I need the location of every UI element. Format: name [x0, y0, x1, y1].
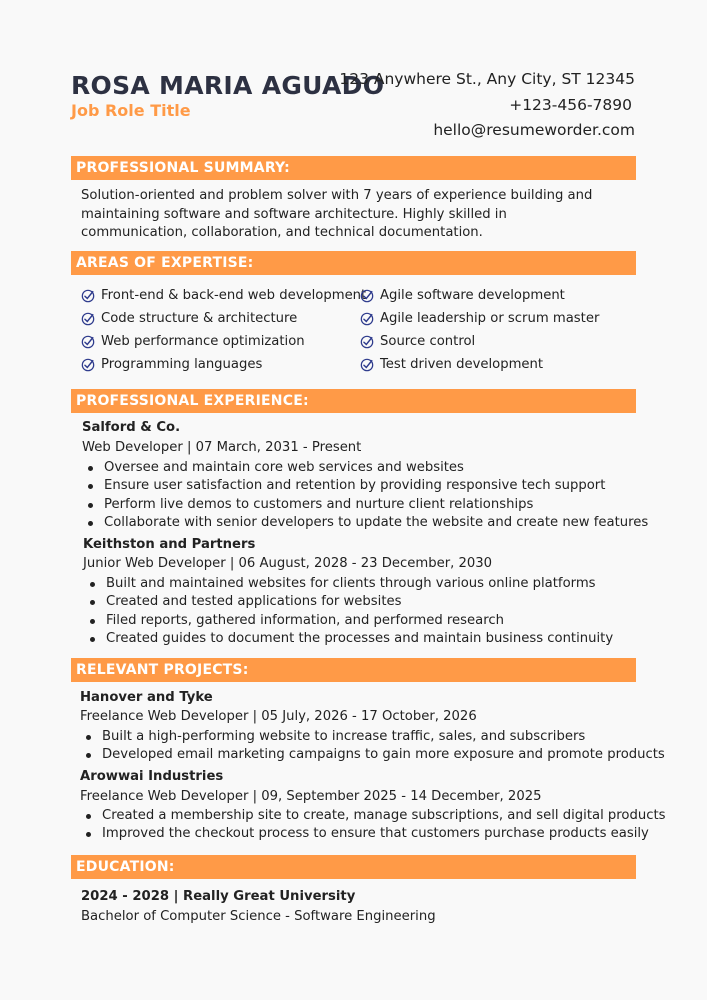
list-item: Created guides to document the processes and maintain business continuity [84, 630, 613, 648]
expertise-item [360, 307, 599, 330]
expertise-label: Code structure & architecture [101, 311, 298, 326]
expertise-label: Programming languages [101, 357, 263, 372]
job-title-dates: Junior Web Developer | 06 August, 2028 - 23 December, 2030 [83, 556, 493, 571]
summary-text: Solution-oriented and problem solver with 7 years of experience building and maintaining software and software architecture. Highly skilled in communication, collaboration, and technical documentation. [81, 188, 593, 240]
candidate-name: ROSA MARIA AGUADO [71, 71, 385, 100]
expertise-label: Test driven development [380, 357, 544, 372]
project-title-dates: Freelance Web Developer | 05 July, 2026 - 17 October, 2026 [80, 709, 477, 724]
project-bullets [80, 807, 666, 844]
expertise-item [81, 284, 366, 307]
expertise-list-right [360, 284, 599, 376]
expertise-label: Front-end & back-end web development [101, 288, 367, 303]
expertise-label: Agile software development [380, 288, 565, 303]
expertise-item [360, 353, 599, 376]
list-item: Improved the checkout process to ensure that customers purchase products easily [80, 825, 666, 843]
list-item: Perform live demos to customers and nurture client relationships [82, 496, 648, 514]
job-role-title: Job Role Title [71, 101, 191, 120]
list-item: Created a membership site to create, manage subscriptions, and sell digital products [80, 807, 666, 825]
list-item: Collaborate with senior developers to update the website and create new features [82, 514, 648, 532]
expertise-item [81, 353, 366, 376]
expertise-label: Web performance optimization [101, 334, 305, 349]
check-circle-icon [81, 358, 95, 372]
job-bullets [82, 459, 648, 532]
expertise-item [81, 307, 366, 330]
section-header-experience: PROFESSIONAL EXPERIENCE: [71, 389, 636, 413]
check-circle-icon [81, 335, 95, 349]
list-item: Developed email marketing campaigns to gain more exposure and promote products [80, 746, 665, 764]
check-circle-icon [360, 312, 374, 326]
project-company: Arowwai Industries [80, 769, 224, 784]
section-header-expertise: AREAS OF EXPERTISE: [71, 251, 636, 275]
education-degree: Bachelor of Computer Science - Software Engineering [81, 909, 436, 924]
check-circle-icon [360, 289, 374, 303]
expertise-item [360, 284, 599, 307]
check-circle-icon [360, 335, 374, 349]
expertise-list-left [81, 284, 366, 376]
job-company: Keithston and Partners [83, 537, 256, 552]
list-item: Built and maintained websites for clients through various online platforms [84, 575, 613, 593]
section-header-projects: RELEVANT PROJECTS: [71, 658, 636, 682]
list-item: Oversee and maintain core web services and websites [82, 459, 648, 477]
list-item: Ensure user satisfaction and retention by providing responsive tech support [82, 477, 648, 495]
project-title-dates: Freelance Web Developer | 09, September 2025 - 14 December, 2025 [80, 789, 542, 804]
job-title-dates: Web Developer | 07 March, 2031 - Present [82, 440, 362, 455]
section-header-summary: PROFESSIONAL SUMMARY: [71, 156, 636, 180]
job-company: Salford & Co. [82, 420, 181, 435]
list-item: Built a high-performing website to increase traffic, sales, and subscribers [80, 728, 665, 746]
contact-address: 123 Anywhere St., Any City, ST 12345 [339, 70, 635, 88]
list-item: Filed reports, gathered information, and performed research [84, 612, 613, 630]
expertise-item [360, 330, 599, 353]
education-heading: 2024 - 2028 | Really Great University [81, 889, 356, 904]
contact-phone: +123-456-7890 [509, 96, 632, 114]
project-bullets [80, 728, 665, 765]
project-company: Hanover and Tyke [80, 690, 213, 705]
expertise-item [81, 330, 366, 353]
check-circle-icon [81, 312, 95, 326]
expertise-label: Agile leadership or scrum master [380, 311, 600, 326]
expertise-label: Source control [380, 334, 476, 349]
list-item: Created and tested applications for websites [84, 593, 613, 611]
check-circle-icon [81, 289, 95, 303]
contact-email: hello@resumeworder.com [433, 121, 635, 139]
job-bullets [84, 575, 613, 648]
check-circle-icon [360, 358, 374, 372]
section-header-education: EDUCATION: [71, 855, 636, 879]
